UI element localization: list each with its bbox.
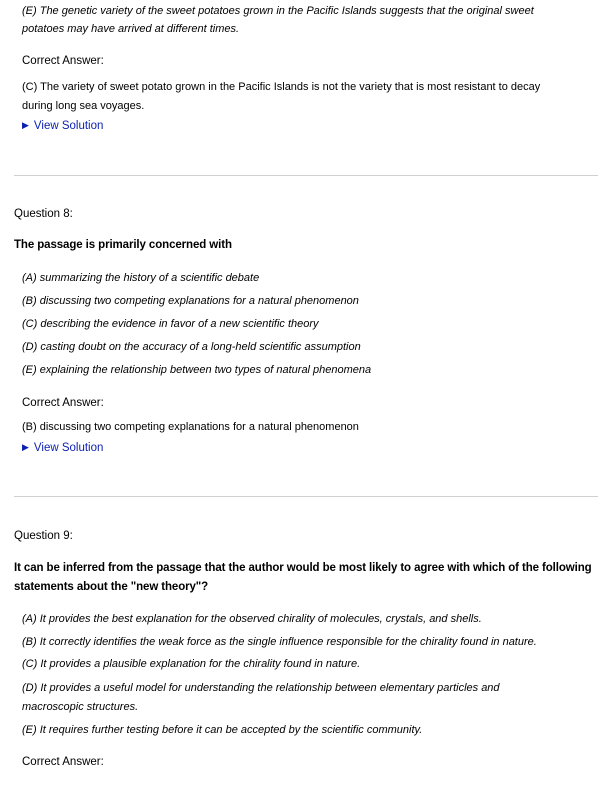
question-8-view-solution-label: View Solution: [33, 442, 104, 454]
question-8-option-d: (D) casting doubt on the accuracy of a long-held scientific assumption: [22, 341, 361, 353]
prev-correct-answer-label: Correct Answer:: [22, 55, 104, 67]
question-8-option-b: (B) discussing two competing explanations for a natural phenomenon: [22, 295, 359, 307]
question-8-correct-answer-label: Correct Answer:: [22, 397, 104, 409]
question-9-correct-answer-label: Correct Answer:: [22, 756, 104, 768]
question-9-text-line1: It can be inferred from the passage that the author would be most likely to agree with which of the following: [14, 562, 592, 574]
question-8-correct-answer: (B) discussing two competing explanations for a natural phenomenon: [22, 421, 359, 433]
question-8-view-solution-link[interactable]: [22, 442, 103, 454]
question-8-option-a: (A) summarizing the history of a scientific debate: [22, 272, 260, 284]
question-9-option-c: (C) It provides a plausible explanation for the chirality found in nature.: [22, 658, 361, 670]
question-8-option-e: (E) explaining the relationship between two types of natural phenomena: [22, 364, 372, 376]
divider: [14, 175, 598, 176]
question-8-text: The passage is primarily concerned with: [14, 239, 232, 251]
prev-view-solution-label: View Solution: [33, 120, 104, 132]
prev-correct-answer-line1: (C) The variety of sweet potato grown in the Pacific Islands is not the variety that is most resistant to decay: [22, 81, 541, 93]
question-9-number: Question 9:: [14, 530, 73, 542]
question-8-number: Question 8:: [14, 208, 73, 220]
question-9-option-b: (B) It correctly identifies the weak force as the single influence responsible for the chirality found in nature.: [22, 636, 537, 648]
question-9-option-d-line1: (D) It provides a useful model for understanding the relationship between elementary particles and: [22, 682, 500, 694]
question-9-option-a: (A) It provides the best explanation for the observed chirality of molecules, crystals, and shells.: [22, 613, 482, 625]
question-9-option-e: (E) It requires further testing before it can be accepted by the scientific community.: [22, 724, 423, 736]
triangle-right-icon: ▶: [22, 120, 29, 130]
divider: [14, 496, 598, 497]
question-9-option-d-line2: macroscopic structures.: [22, 701, 139, 713]
question-8-option-c: (C) describing the evidence in favor of a new scientific theory: [22, 318, 319, 330]
prev-correct-answer-line2: during long sea voyages.: [22, 100, 145, 112]
prev-option-e-line2: potatoes may have arrived at different times.: [22, 23, 240, 35]
triangle-right-icon: ▶: [22, 442, 29, 452]
prev-option-e-line1: (E) The genetic variety of the sweet potatoes grown in the Pacific Islands suggests that the original sweet: [22, 5, 534, 17]
prev-view-solution-link[interactable]: [22, 120, 103, 132]
question-9-text-line2: statements about the "new theory"?: [14, 581, 209, 593]
